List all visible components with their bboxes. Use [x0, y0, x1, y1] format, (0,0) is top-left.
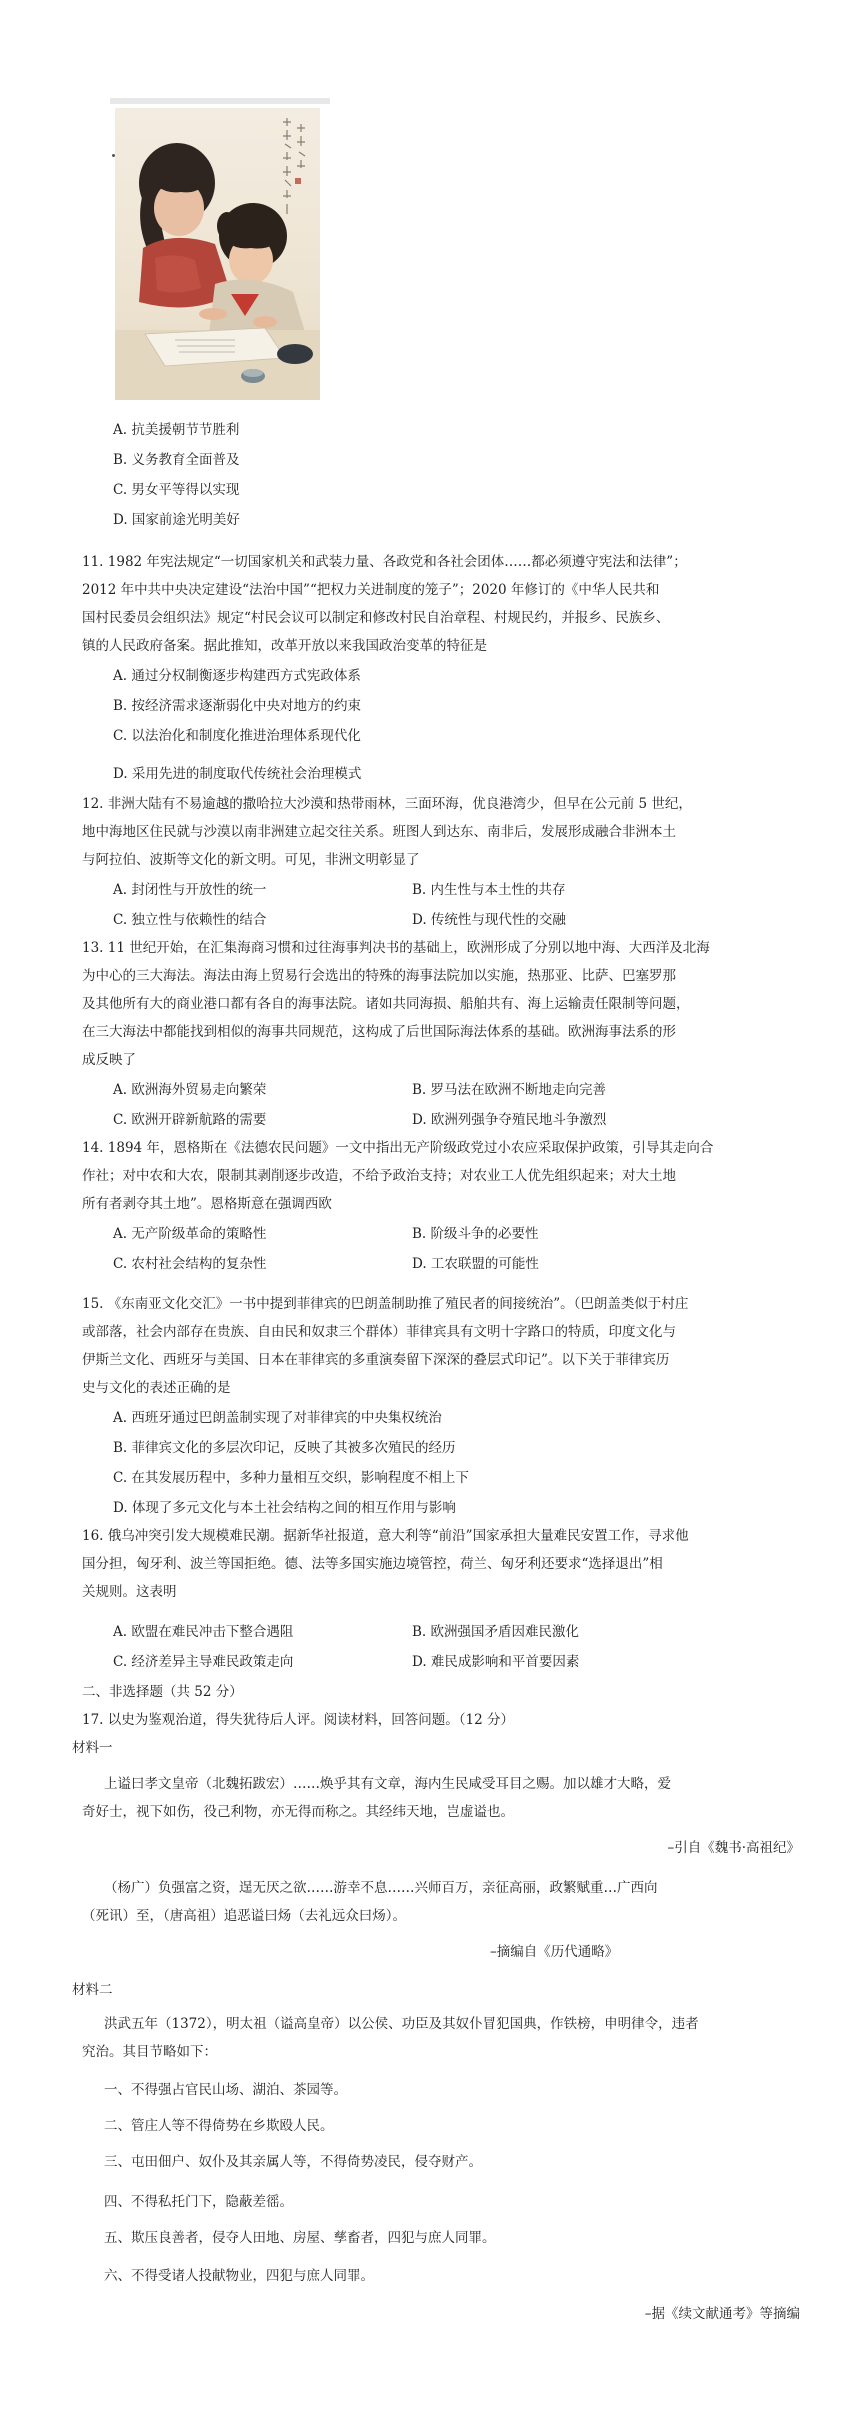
q14-option-a: A. 无产阶级革命的策略性	[113, 1226, 267, 1242]
q13-stem-line-3: 及其他所有大的商业港口都有各自的海事法院。诸如共同海损、船舶共有、海上运输责任限制等问题，	[82, 996, 690, 1012]
q12-option-d: D. 传统性与现代性的交融	[412, 912, 566, 928]
q13-option-b: B. 罗马法在欧洲不断地走向完善	[412, 1082, 607, 1098]
q15-option-a: A. 西班牙通过巴朗盖制实现了对菲律宾的中央集权统治	[113, 1410, 442, 1426]
q16-stem-line-3: 关规则。这表明	[82, 1584, 177, 1600]
q15-option-d: D. 体现了多元文化与本土社会结构之间的相互作用与影响	[113, 1500, 456, 1516]
q13-option-d: D. 欧洲列强争夺殖民地斗争激烈	[412, 1112, 607, 1128]
q12-option-c: C. 独立性与依赖性的结合	[113, 912, 267, 928]
material-1-title: 材料一	[72, 1740, 113, 1756]
material-2-line-1: 洪武五年（1372），明太祖（谥高皇帝）以公侯、功臣及其奴仆冒犯国典，作铁榜，申明律令，违者	[104, 2016, 699, 2032]
q13-option-c: C. 欧洲开辟新航路的需要	[113, 1112, 267, 1128]
q16-stem-line-1: 16. 俄乌冲突引发大规模难民潮。据新华社报道，意大利等“前沿”国家承担大量难民安置工作，寻求他	[82, 1528, 689, 1544]
material-2-source: –据《续文献通考》等摘编	[644, 2306, 800, 2322]
q14-option-d: D. 工农联盟的可能性	[412, 1256, 539, 1272]
material-2-item-4: 四、不得私托门下，隐蔽差徭。	[104, 2194, 293, 2210]
q15-stem-line-1: 15. 《东南亚文化交汇》一书中提到菲律宾的巴朗盖制助推了殖民者的间接统治”。（巴朗盖类似于村庄	[82, 1296, 689, 1312]
q14-stem-line-3: 所有者剥夺其土地”。恩格斯意在强调西欧	[82, 1196, 332, 1212]
q12-stem-line-2: 地中海地区住民就与沙漠以南非洲建立起交往关系。班图人到达东、南非后，发展形成融合非洲本土	[82, 824, 676, 840]
q13-stem-line-4: 在三大海法中都能找到相似的海事共同规范，这构成了后世国际海法体系的基础。欧洲海事法系的形	[82, 1024, 676, 1040]
q12-option-b: B. 内生性与本土性的共存	[412, 882, 566, 898]
q11-option-a: A. 通过分权制衡逐步构建西方式宪政体系	[113, 668, 361, 684]
q16-option-b: B. 欧洲强国矛盾因难民激化	[412, 1624, 580, 1640]
q10-option-a: A. 抗美援朝节节胜利	[113, 422, 240, 438]
q16-option-c: C. 经济差异主导难民政策走向	[113, 1654, 294, 1670]
q14-option-c: C. 农村社会结构的复杂性	[113, 1256, 267, 1272]
material-1b-line-1: （杨广）负强富之资，逞无厌之欲……游幸不息……兴师百万，亲征高丽，政繁赋重…广西向	[104, 1880, 658, 1896]
q13-stem-line-5: 成反映了	[82, 1052, 136, 1068]
q16-option-a: A. 欧盟在难民冲击下整合遇阻	[113, 1624, 294, 1640]
q11-option-c: C. 以法治化和制度化推进治理体系现代化	[113, 728, 361, 744]
material-2-item-3: 三、屯田佃户、奴仆及其亲属人等，不得倚势凌民，侵夺财产。	[104, 2154, 482, 2170]
q15-stem-line-3: 伊斯兰文化、西班牙与美国、日本在菲律宾的多重演奏留下深深的叠层式印记”。以下关于菲律宾历	[82, 1352, 670, 1368]
material-1b-line-2: （死讯）至，（唐高祖）追恶谥曰炀（去礼远众曰炀）。	[82, 1908, 406, 1924]
section-heading-non-choice: 二、非选择题（共 52 分）	[82, 1684, 243, 1700]
material-1b-source: –摘编自《历代通略》	[490, 1944, 619, 1960]
q10-option-c: C. 男女平等得以实现	[113, 482, 240, 498]
material-2-item-2: 二、管庄人等不得倚势在乡欺殴人民。	[104, 2118, 334, 2134]
material-1-source: –引自《魏书·高祖纪》	[667, 1840, 800, 1856]
q12-option-a: A. 封闭性与开放性的统一	[113, 882, 267, 898]
q14-stem-line-1: 14. 1894 年，恩格斯在《法德农民问题》一文中指出无产阶级政党过小农应采取保护政策，引导其走向合	[82, 1140, 714, 1156]
q15-option-b: B. 菲律宾文化的多层次印记，反映了其被多次殖民的经历	[113, 1440, 456, 1456]
q15-stem-line-2: 或部落，社会内部存在贵族、自由民和奴隶三个群体）菲律宾具有文明十字路口的特质，印度文化与	[82, 1324, 676, 1340]
painting-image	[115, 108, 320, 400]
q11-stem-line-1: 11. 1982 年宪法规定“一切国家机关和武装力量、各政党和各社会团体……都必须遵守宪法和法律”；	[82, 554, 687, 570]
q11-option-b: B. 按经济需求逐渐弱化中央对地方的约束	[113, 698, 362, 714]
q15-option-c: C. 在其发展历程中，多种力量相互交织，影响程度不相上下	[113, 1470, 469, 1486]
material-2-item-6: 六、不得受诸人投献物业，四犯与庶人同罪。	[104, 2268, 374, 2284]
material-2-title: 材料二	[72, 1982, 113, 1998]
q11-stem-line-3: 国村民委员会组织法》规定“村民会议可以制定和修改村民自治章程、村规民约，并报乡、民族乡、	[82, 610, 670, 626]
q11-option-d: D. 采用先进的制度取代传统社会治理模式	[113, 766, 362, 782]
material-2-item-1: 一、不得强占官民山场、湖泊、茶园等。	[104, 2082, 347, 2098]
q12-stem-line-3: 与阿拉伯、波斯等文化的新文明。可见，非洲文明彰显了	[82, 852, 420, 868]
q16-option-d: D. 难民成影响和平首要因素	[412, 1654, 580, 1670]
q13-stem-line-1: 13. 11 世纪开始，在汇集海商习惯和过往海事判决书的基础上，欧洲形成了分别以地中海、大西洋及北海	[82, 940, 710, 956]
q10-option-b: B. 义务教育全面普及	[113, 452, 240, 468]
q11-stem-line-2: 2012 年中共中央决定建设“法治中国”“把权力关进制度的笼子”；2020 年修订的《中华人民共和	[82, 582, 660, 598]
q12-stem-line-1: 12. 非洲大陆有不易逾越的撒哈拉大沙漠和热带雨林，三面环海，优良港湾少，但早在公元前 5 世纪，	[82, 796, 692, 812]
q17-stem: 17. 以史为鉴观治道，得失犹待后人评。阅读材料，回答问题。（12 分）	[82, 1712, 514, 1728]
q14-stem-line-2: 作社；对中农和大农，限制其剥削逐步改造，不给予政治支持；对农业工人优先组织起来；对大土地	[82, 1168, 676, 1184]
q10-option-d: D. 国家前途光明美好	[113, 512, 240, 528]
painting-two-girls-writing	[115, 108, 320, 400]
q13-option-a: A. 欧洲海外贸易走向繁荣	[113, 1082, 267, 1098]
q11-stem-line-4: 镇的人民政府备案。据此推知，改革开放以来我国政治变革的特征是	[82, 638, 487, 654]
material-2-line-2: 究治。其目节略如下：	[82, 2044, 217, 2060]
q15-stem-line-4: 史与文化的表述正确的是	[82, 1380, 231, 1396]
q13-stem-line-2: 为中心的三大海法。海法由海上贸易行会选出的特殊的海事法院加以实施，热那亚、比萨、巴塞罗那	[82, 968, 676, 984]
material-1-line-2: 奇好士，视下如伤，役己利物，亦无得而称之。其经纬天地，岂虚谥也。	[82, 1804, 514, 1820]
q16-stem-line-2: 国分担，匈牙利、波兰等国拒绝。德、法等多国实施边境管控，荷兰、匈牙利还要求“选择退出”相	[82, 1556, 663, 1572]
scan-artifact	[110, 98, 330, 104]
material-1-line-1: 上谥曰孝文皇帝（北魏拓跋宏）……焕乎其有文章，海内生民咸受耳目之赐。加以雄才大略，爱	[104, 1776, 671, 1792]
material-2-item-5: 五、欺压良善者，侵夺人田地、房屋、孳畜者，四犯与庶人同罪。	[104, 2230, 496, 2246]
q14-option-b: B. 阶级斗争的必要性	[412, 1226, 539, 1242]
